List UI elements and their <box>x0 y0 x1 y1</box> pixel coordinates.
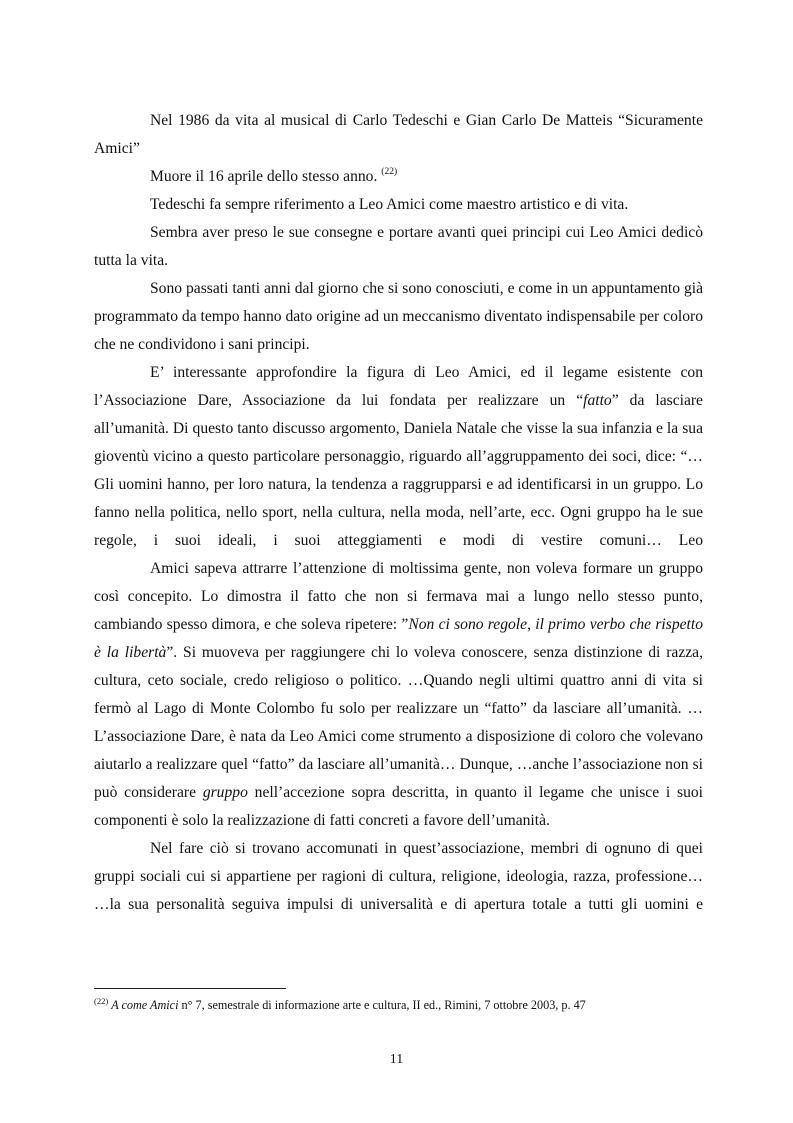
footnote-text: n° 7, semestrale di informazione arte e cultura, II ed., Rimini, 7 ottobre 2003, p. 47 <box>178 998 586 1012</box>
quote-text-a: Amici sapeva attrarre l’attenzione di moltissima gente, non voleva formare un gruppo così concepito. Lo dimostra il fatto che non si fermava mai a lungo nello stesso punto, cambiando spesso dimora, e che soleva ripetere: ” <box>94 560 703 633</box>
paragraph-years: Sono passati tanti anni dal giorno che si sono conosciuti, e come in un appuntamento già programmato da tempo hanno dato origine ad un meccanismo diventato indispensabile per coloro che ne condividono i sani principi. <box>94 280 703 353</box>
quote-italic-rules: Non ci sono regole <box>408 616 528 633</box>
quote-comma: , <box>527 616 536 633</box>
body-text <box>94 107 703 919</box>
footnote-number: (22) <box>94 996 109 1006</box>
paragraph-principles: Sembra aver preso le sue consegne e portare avanti quei principi cui Leo Amici dedicò tutta la vita. <box>94 224 703 269</box>
quote-text-b: ”. Si muoveva per raggiungere chi lo voleva conoscere, senza distinzione di razza, cultura, ceto sociale, credo religioso o politico. …Quando negli ultimi quattro anni di vita si fermò al Lago di Monte Colombo fu solo per realizzare un “fatto” da lasciare all’umanità. …L’associazione Dare, è nata da Leo Amici come strumento a disposizione di coloro che volevano aiutarlo a realizzare quel “fatto” da lasciare all’umanità… Dunque, …anche l’associazione non si può considerare <box>94 644 703 801</box>
paragraph-tedeschi: Tedeschi fa sempre riferimento a Leo Amici come maestro artistico e di vita. <box>150 196 629 213</box>
paragraph-musical: Nel 1986 da vita al musical di Carlo Tedeschi e Gian Carlo De Matteis “Sicuramente Amici” <box>94 112 703 157</box>
quote-italic-freedom: il primo verbo che rispetto è la libertà <box>94 616 704 661</box>
footnote-title: A come Amici <box>111 998 179 1012</box>
association-italic-fatto: fatto <box>583 392 612 409</box>
paragraph-association <box>94 359 703 555</box>
page-number: 11 <box>389 1052 404 1067</box>
paragraph-quote <box>94 555 703 835</box>
quote-italic-gruppo: gruppo <box>202 784 248 801</box>
footnote <box>94 996 714 1014</box>
paragraph-death-text: Muore il 16 aprile dello stesso anno. <box>150 168 378 185</box>
association-text-a: E’ interessante approfondire la figura di Leo Amici, ed il legame esistente con l’Associazione Dare, Associazione da lui fondata per realizzare un “ <box>94 364 703 409</box>
footnote-divider <box>94 988 286 989</box>
footnote-reference: (22) <box>381 167 398 177</box>
paragraph-death <box>94 163 703 191</box>
paragraph-universality: Nel fare ciò si trovano accomunati in quest’associazione, membri di ognuno di quei gruppi sociali cui si appartiene per ragioni di cultura, religione, ideologia, razza, professione… …la sua personalità seguiva impulsi di universalità e di apertura totale a tutti gli uomini e <box>94 840 703 913</box>
quote-text-c: nell’accezione sopra descritta, in quanto il legame che unisce i suoi componenti è solo la realizzazione di fatti concreti a favore dell’umanità. <box>94 784 703 829</box>
association-text-b: ” da lasciare all’umanità. Di questo tanto discusso argomento, Daniela Natale che visse la sua infanzia e la sua gioventù vicino a questo particolare personaggio, riguardo all’aggruppamento dei soci, dice: “…Gli uomini hanno, per loro natura, la tendenza a raggrupparsi e ad identificarsi in un gruppo. Lo fanno nella politica, nello sport, nella cultura, nella moda, nell’arte, ecc. Ogni gruppo ha le sue regole, i suoi ideali, i suoi atteggiamenti e modi di vestire comuni… Leo <box>94 392 703 549</box>
